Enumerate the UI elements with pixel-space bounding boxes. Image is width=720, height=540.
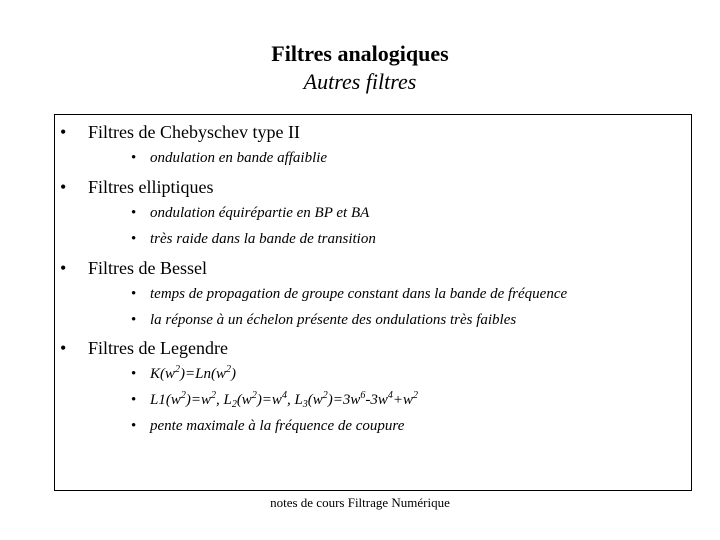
content-frame — [54, 114, 692, 491]
section-label: Filtres de Chebyschev type II — [88, 122, 300, 142]
bullet-icon: • — [131, 150, 137, 166]
list-item — [131, 364, 236, 384]
section-heading — [60, 121, 300, 143]
section-label: Filtres elliptiques — [88, 177, 214, 197]
section-heading — [60, 257, 207, 279]
item-text: la réponse à un échelon présente des ondulations très faibles — [150, 312, 517, 328]
list-item — [131, 390, 418, 410]
bullet-icon: • — [131, 286, 137, 302]
slide-title — [0, 40, 720, 96]
list-item — [131, 203, 369, 223]
title-main: Filtres analogiques — [271, 41, 449, 66]
item-text: pente maximale à la fréquence de coupure — [150, 418, 405, 434]
formula-l: $L1(w^2)=w^2$, $L_2(w^2)=w^4$, $L_3(w^2)=3w^6-3w^4+w^2$ — [150, 390, 419, 410]
item-text: ondulation équirépartie en BP et BA — [150, 205, 370, 221]
list-item — [131, 310, 516, 330]
list-item — [131, 229, 376, 249]
item-text: temps de propagation de groupe constant dans la bande de fréquence — [150, 286, 568, 302]
footer-note: notes de cours Filtrage Numérique — [270, 495, 450, 510]
title-sub: Autres filtres — [303, 69, 417, 94]
list-item — [131, 416, 404, 436]
item-text: ondulation en bande affaiblie — [150, 150, 328, 166]
list-item — [131, 284, 567, 304]
bullet-icon: • — [131, 366, 137, 382]
bullet-icon: • — [131, 205, 137, 221]
bullet-icon: • — [131, 392, 137, 408]
bullet-icon: • — [60, 122, 67, 142]
formula-k: $K(w^2)=Ln(w^2)$ — [150, 364, 236, 382]
section-heading — [60, 176, 214, 198]
bullet-icon: • — [131, 418, 137, 434]
bullet-icon: • — [131, 231, 137, 247]
bullet-icon: • — [131, 312, 137, 328]
list-item — [131, 148, 327, 168]
section-heading — [60, 337, 228, 359]
bullet-icon: • — [60, 177, 67, 197]
item-text: très raide dans la bande de transition — [150, 231, 376, 247]
section-label: Filtres de Legendre — [88, 338, 228, 358]
bullet-icon: • — [60, 338, 67, 358]
bullet-icon: • — [60, 258, 67, 278]
section-label: Filtres de Bessel — [88, 258, 207, 278]
